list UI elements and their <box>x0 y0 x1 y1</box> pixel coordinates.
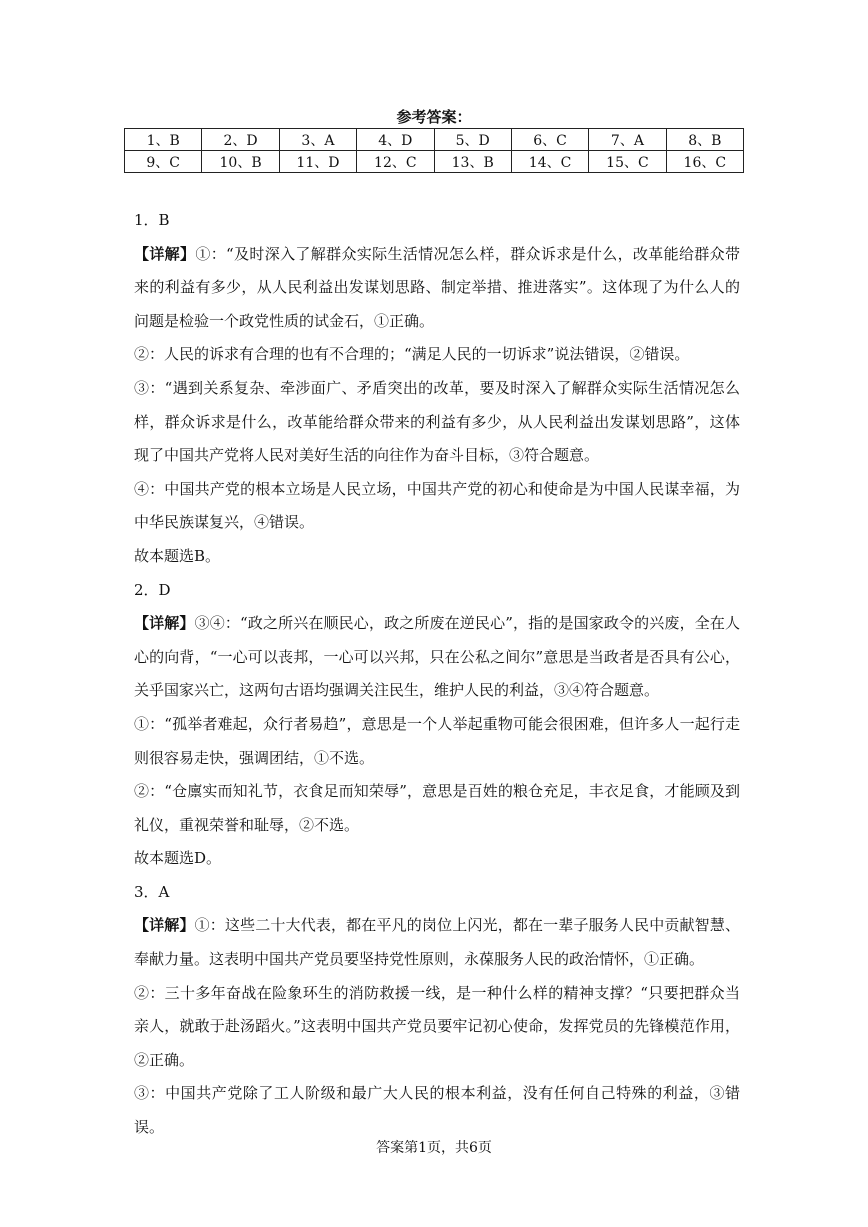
answer-cell: 14、C <box>511 151 588 173</box>
explanations <box>134 204 740 1145</box>
answer-cell: 12、C <box>357 151 434 173</box>
answer-key-title: 参考答案： <box>396 108 472 126</box>
question-1-heading: 1．B <box>134 211 170 229</box>
question-1-detail-2: ②：人民的诉求有合理的也有不合理的；“满足人民的一切诉求”说法错误，②错误。 <box>134 345 690 364</box>
question-3-detail-3: ③：中国共产党除了工人阶级和最广大人民的根本利益，没有任何自己特殊的利益，③错误。 <box>134 1084 740 1137</box>
answer-cell: 2、D <box>202 129 279 151</box>
question-2-conclusion: 故本题选D。 <box>134 849 222 868</box>
answer-cell: 4、D <box>357 129 434 151</box>
question-3-detail-2: ②：三十多年奋战在险象环生的消防救援一线，是一种什么样的精神支撑？“只要把群众当亲人，就敢于赴汤蹈火。”这表明中国共产党员要牢记初心使命，发挥党员的先锋模范作用，②正确。 <box>134 983 740 1069</box>
question-1-detail-3: ③：“遇到关系复杂、牵涉面广、矛盾突出的改革，要及时深入了解群众实际生活情况怎么样，群众诉求是什么，改革能给群众带来的利益有多少，从人民利益出发谋划思路”，这体现了中国共产党将人民对美好生活的向往作为奋斗目标，③符合题意。 <box>134 378 740 465</box>
answer-cell: 3、A <box>279 129 356 151</box>
detail-text: ①：“及时深入了解群众实际生活情况怎么样，群众诉求是什么，改革能给群众带来的利益有多少，从人民利益出发谋划思路、制定举措、推进落实”。这体现了为什么人的问题是检验一个政党性质的试金石，①正确。 <box>134 244 740 330</box>
question-3-detail-1 <box>134 909 740 976</box>
question-1-detail-4: ④：中国共产党的根本立场是人民立场，中国共产党的初心和使命是为中国人民谋幸福，为中华民族谋复兴，④错误。 <box>134 479 740 532</box>
question-2-detail-3: ②：“仓廪实而知礼节，衣食足而知荣辱”，意思是百姓的粮仓充足，丰衣足食，才能顾及到礼仪，重视荣誉和耻辱，②不选。 <box>134 782 740 834</box>
answer-cell: 15、C <box>589 151 666 173</box>
question-3-heading: 3．A <box>134 882 170 901</box>
answer-cell: 16、C <box>666 151 743 173</box>
answer-cell: 10、B <box>202 151 279 173</box>
answer-cell: 6、C <box>511 129 588 151</box>
question-2-detail-2: ①：“孤举者难起，众行者易趋”，意思是一个人举起重物可能会很困难，但许多人一起行走则很容易走快，强调团结，①不选。 <box>134 714 740 767</box>
question-1-detail-1 <box>134 238 740 339</box>
answer-cell: 7、A <box>589 129 666 151</box>
answer-cell: 9、C <box>125 151 202 173</box>
question-2-heading: 2．D <box>134 580 171 599</box>
answer-cell: 11、D <box>279 151 356 173</box>
question-2-detail-1 <box>134 607 740 708</box>
detail-text: ①：这些二十大代表，都在平凡的岗位上闪光，都在一辈子服务人民中贡献智慧、奉献力量。这表明中国共产党员要坚持党性原则，永葆服务人民的政治情怀，①正确。 <box>134 916 740 969</box>
detail-tag: 【详解】 <box>134 614 195 633</box>
page-footer: 答案第1页，共6页 <box>376 1140 492 1156</box>
detail-tag: 【详解】 <box>134 916 195 935</box>
answer-cell: 13、B <box>434 151 511 173</box>
detail-text: ③④：“政之所兴在顺民心，政之所废在逆民心”，指的是国家政令的兴废，全在人心的向背，“一心可以丧邦，一心可以兴邦，只在公私之间尔”意思是当政者是否具有公心，关乎国家兴亡，这两句古语均强调关注民生，维护人民的利益，③④符合题意。 <box>134 614 740 700</box>
question-1-conclusion: 故本题选B。 <box>134 546 221 565</box>
answer-cell: 8、B <box>666 129 743 151</box>
answer-row <box>125 129 744 151</box>
detail-tag: 【详解】 <box>134 244 196 263</box>
answer-row <box>125 151 744 173</box>
answer-cell: 5、D <box>434 129 511 151</box>
answer-cell: 1、B <box>125 129 202 151</box>
answer-key-table <box>124 128 744 173</box>
